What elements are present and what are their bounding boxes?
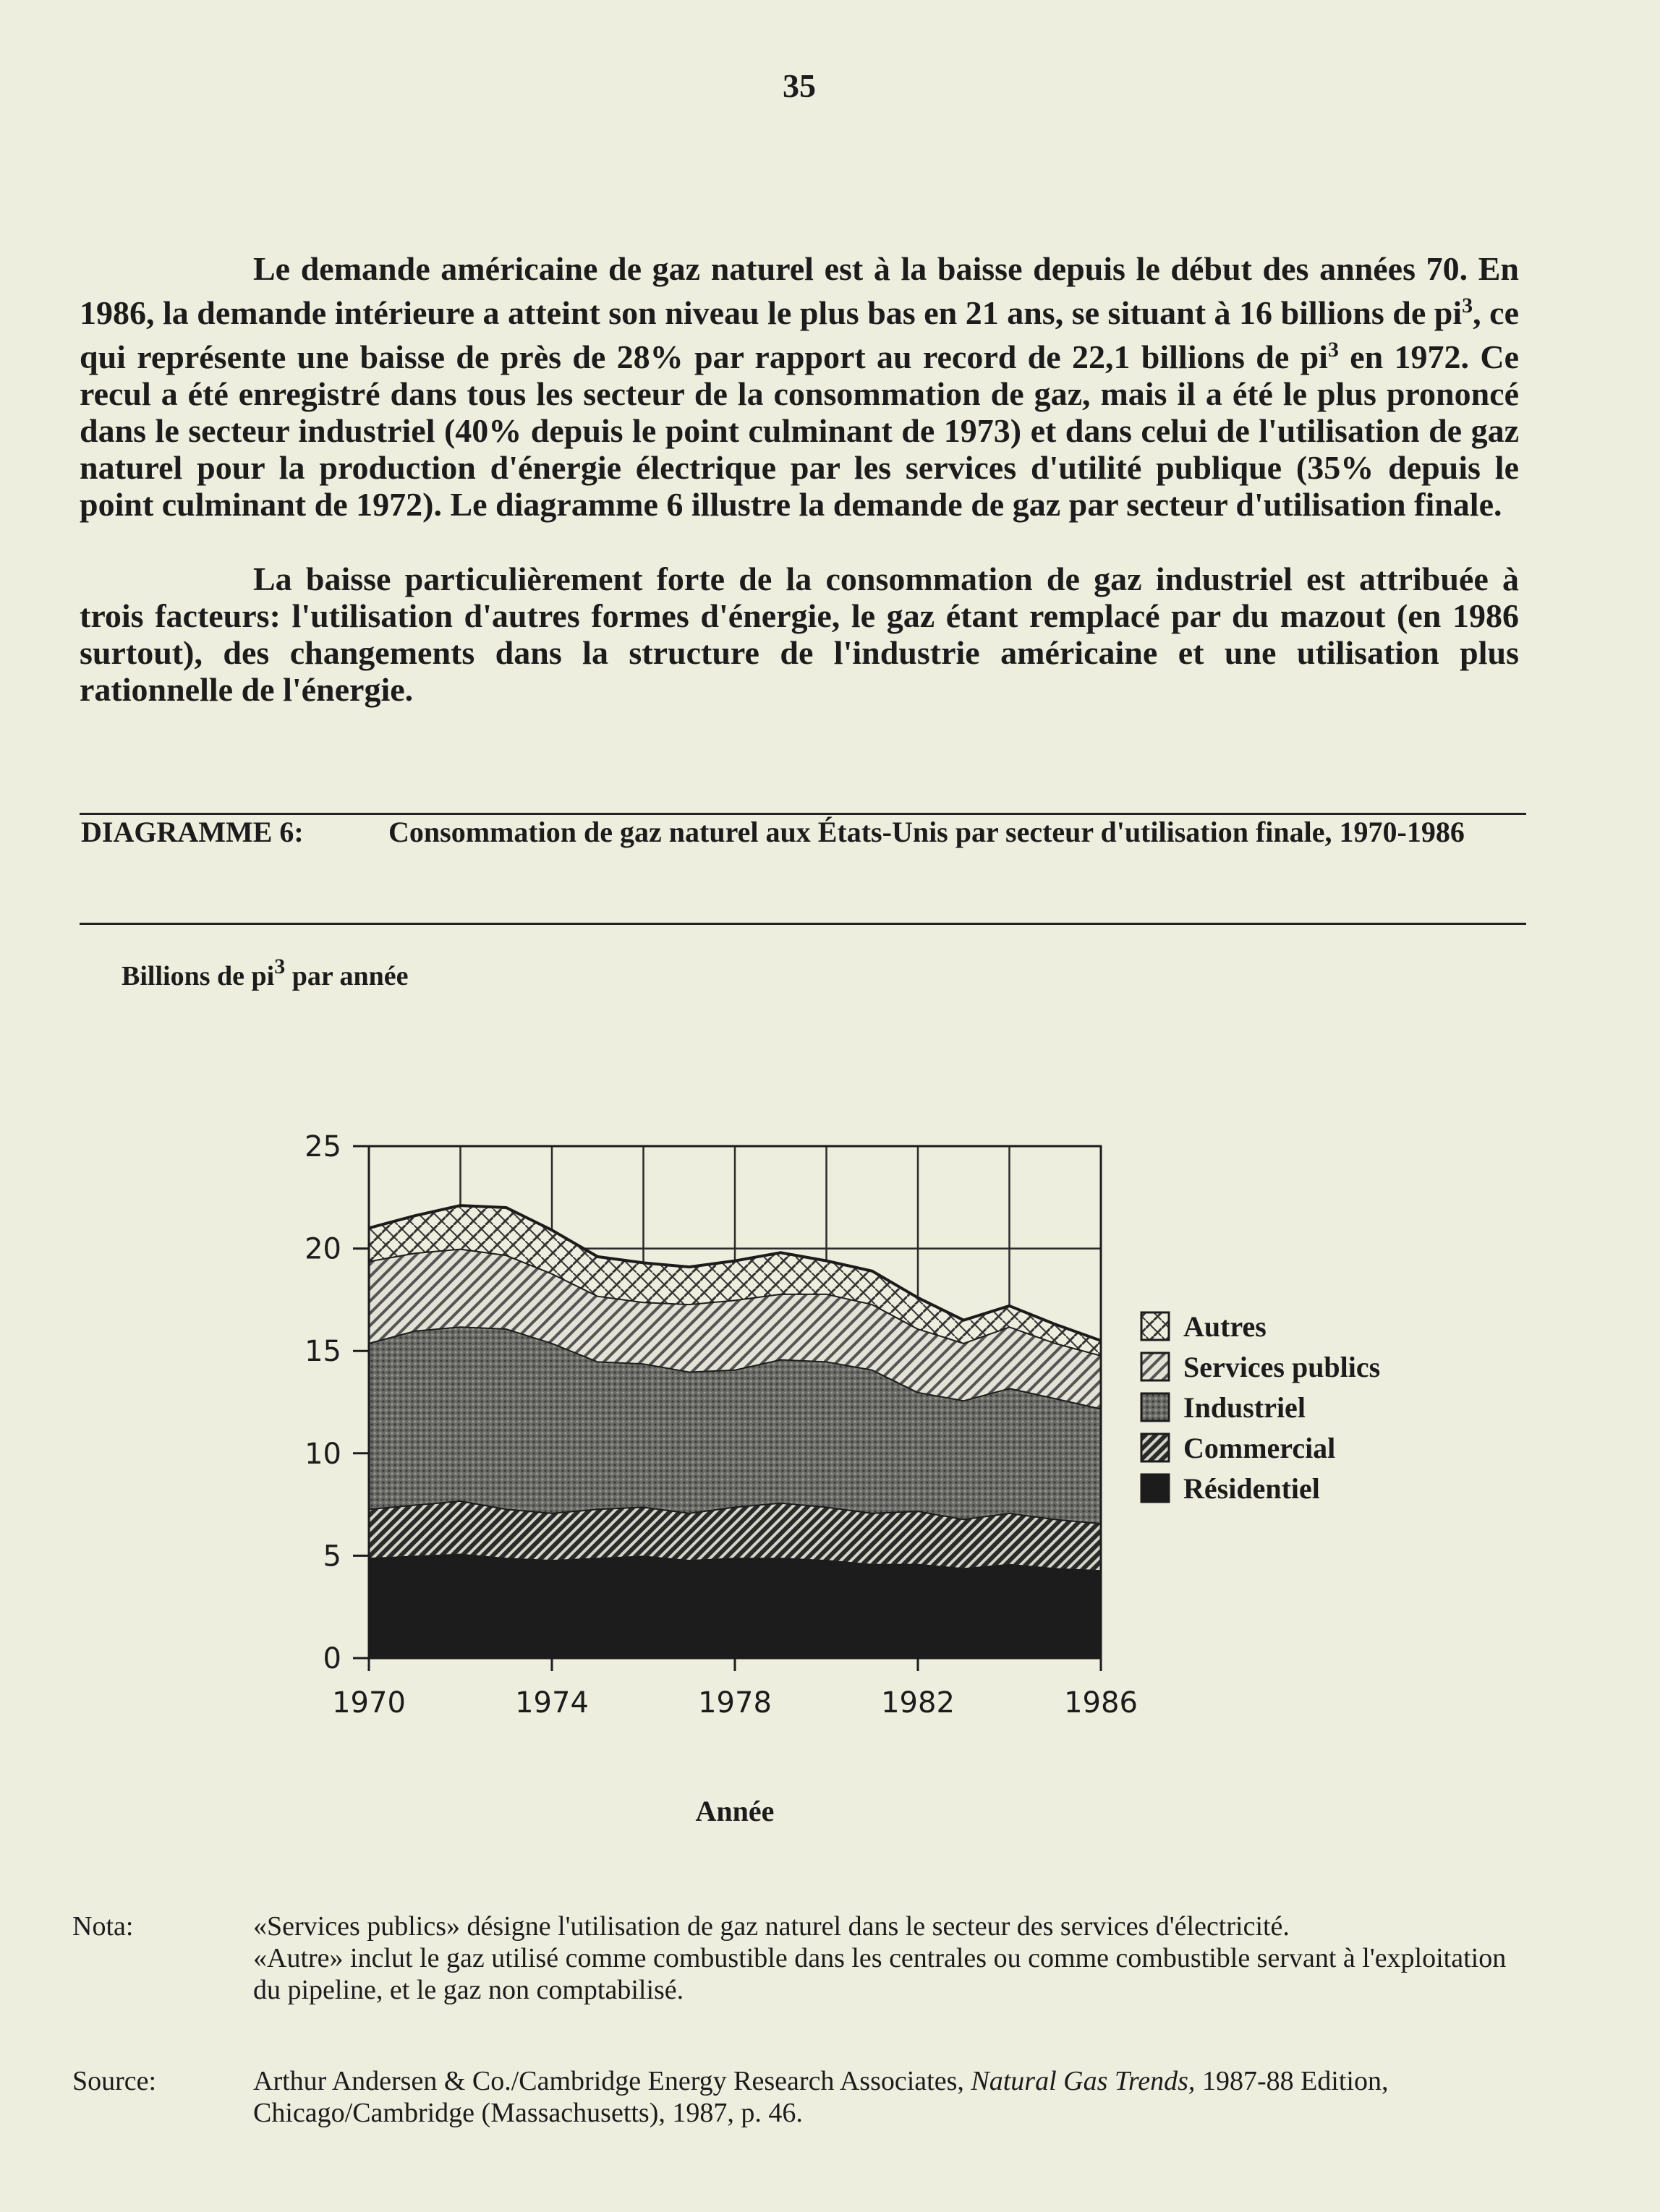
y-tick-label: 15	[305, 1335, 341, 1369]
nota-label: Nota:	[72, 1911, 134, 1942]
x-tick-label: 1986	[1064, 1686, 1138, 1720]
legend-swatch	[1141, 1312, 1169, 1340]
x-axis-label: Année	[695, 1795, 775, 1827]
nota-body	[253, 1910, 1512, 2006]
figure-title: Consommation de gaz naturel aux États-Unis par secteur d'utilisation finale, 1970-1986	[388, 816, 1465, 848]
legend-swatch	[1141, 1353, 1169, 1380]
legend-label: Services publics	[1183, 1351, 1381, 1383]
y-tick-label: 20	[305, 1232, 341, 1266]
legend-label: Industriel	[1183, 1391, 1306, 1424]
y-tick-label: 5	[323, 1540, 341, 1573]
paragraph-1: Le demande américaine de gaz naturel est à la baisse depuis le début des années 70. En 1986, la demande intérieure a atteint son niveau le plus bas en 21 ans, se situant à 16 billions de $pi^3$, ce qui représente une baisse de près de 28% par rapport au record de 22,1 billions de $pi^3$ en 1972. Ce recul a été enregistré dans tous les secteur de la consommation de gaz, mais il a été le plus prononcé dans le secteur industriel (40% depuis le point culminant de 1973) et dans celui de l'utilisation de gaz naturel pour la production d'énergie électrique par les services d'utilité publique (35% depuis le point culminant de 1972). Le diagramme 6 illustre la demande de gaz par secteur d'utilisation finale.	[80, 250, 1519, 523]
y-axis-unit-label: Billions de $pi^3$ par année	[122, 955, 409, 991]
x-tick-label: 1978	[698, 1686, 772, 1720]
y-tick-label: 25	[305, 1130, 341, 1163]
chart-areas	[369, 1205, 1101, 1658]
paragraph-2: La baisse particulièrement forte de la consommation de gaz industriel est attribuée à trois facteurs: l'utilisation d'autres formes d'énergie, le gaz étant remplacé par du mazout (en 1986 surtout), des changements dans la structure de l'industrie américaine et une utilisation plus rationnelle de l'énergie.	[80, 560, 1519, 708]
page-number: 35	[783, 67, 816, 104]
nota-item-1: «Services publics» désigne l'utilisation de gaz naturel dans le secteur des services d'électricité.	[253, 1911, 1290, 1942]
source-body: Arthur Andersen & Co./Cambridge Energy Research Associates, Natural Gas Trends, 1987-88 Edition, Chicago/Cambridge (Massachusetts), 1987, p. 46.	[253, 2066, 1389, 2128]
legend-label: Autres	[1183, 1310, 1267, 1343]
legend-swatch	[1141, 1434, 1169, 1461]
x-tick-label: 1982	[881, 1686, 955, 1720]
y-tick-label: 10	[305, 1437, 341, 1471]
source-label: Source:	[72, 2066, 157, 2096]
x-tick-label: 1974	[515, 1686, 589, 1720]
area-series	[369, 1554, 1101, 1658]
x-tick-label: 1970	[332, 1686, 406, 1720]
legend-label: Résidentiel	[1183, 1472, 1320, 1505]
legend-label: Commercial	[1183, 1432, 1336, 1464]
y-tick-label: 0	[323, 1642, 341, 1675]
legend-swatch	[1141, 1393, 1169, 1421]
legend-swatch	[1141, 1474, 1169, 1502]
figure-label: DIAGRAMME 6:	[81, 816, 304, 848]
chart-legend	[1141, 1310, 1380, 1505]
nota-item-2: «Autre» inclut le gaz utilisé comme combustible dans les centrales ou comme combustible servant à l'exploitation du pipeline, et le gaz non comptabilisé.	[253, 1943, 1507, 2005]
